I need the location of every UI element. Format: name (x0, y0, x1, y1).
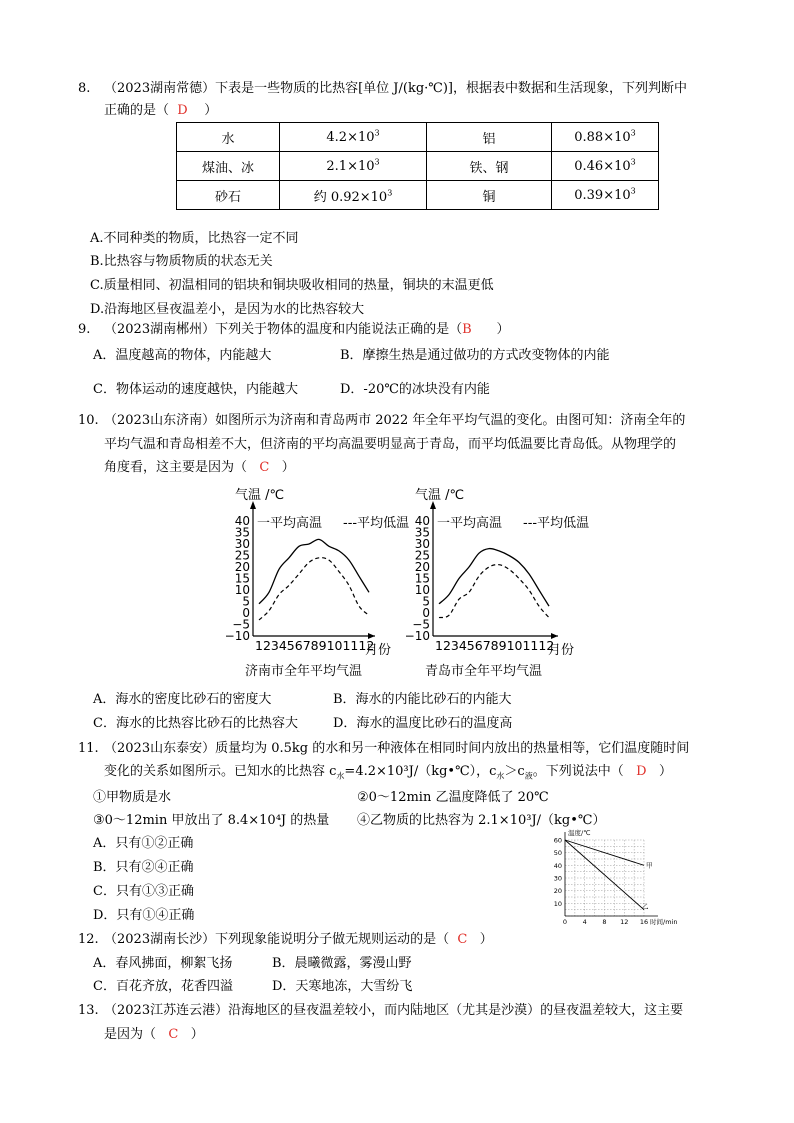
q9-option-a: A．温度越高的物体，内能越大 (93, 348, 272, 363)
table-cell: $0.39\times 10^3$ (552, 181, 659, 210)
series-low-line (439, 565, 549, 618)
q8-number: 8. (78, 81, 91, 96)
y-tick-label: −5 (412, 617, 430, 632)
q8-stem: （2023湖南常德）下表是一些物质的比热容[单位 J/(kg·℃)]，根据表中数据和生活现象，下列判断中 (104, 81, 687, 96)
q11-statement-3: ③0～12min 甲放出了 8.4×10⁴J 的热量 (93, 813, 330, 828)
y-tick-label: 0 (242, 606, 250, 620)
q11-statement-2: ②0～12min 乙温度降低了 20℃ (357, 790, 549, 805)
x-tick-labels: 123456789101112 (255, 638, 375, 653)
qingdao-temperature-chart (395, 483, 605, 683)
y-tick-label: 35 (234, 525, 250, 540)
q8-answer: D (177, 103, 188, 118)
y-tick-label: 15 (414, 571, 430, 586)
table-cell: 铝 (427, 123, 552, 152)
y-tick-label: −10 (224, 629, 250, 643)
y-tick-label: 5 (242, 594, 250, 609)
y-tick-label: 10 (414, 583, 430, 597)
q10-line3: 角度看，这主要是因为（ C ） (104, 460, 295, 475)
table-cell: 水 (177, 123, 280, 152)
table-cell: 铁、钢 (427, 152, 552, 181)
legend-low: ---平均低温 (343, 516, 410, 531)
y-axis-label: 温度/℃ (568, 829, 591, 837)
q13-line2: 是因为（ C ） (104, 1027, 204, 1042)
q8-option: C.质量相同、初温相同的铝块和铜块吸收相同的热量，铜块的末温更低 (90, 278, 494, 293)
q13-number: 13. (78, 1003, 99, 1018)
legend-high: 一平均高温 (257, 516, 323, 531)
chart-title: 济南市全年平均气温 (245, 664, 363, 679)
y-tick-label: −10 (404, 629, 430, 643)
y-tick-label: 10 (553, 899, 562, 908)
y-tick-label: 60 (553, 836, 562, 845)
q9-number: 9. (78, 322, 91, 337)
q10-number: 10. (78, 413, 99, 428)
q11-option-b: B．只有②④正确 (93, 860, 194, 875)
cooling-curve-chart (548, 828, 688, 930)
q11-answer: D (636, 764, 647, 779)
x-tick-label: 0 (562, 918, 568, 926)
q8-stem-line2: 正确的是（ D ） (104, 103, 218, 118)
q11-option-d: D．只有①④正确 (93, 908, 195, 923)
y-tick-label: 0 (422, 606, 430, 620)
q10-option-a: A．海水的密度比砂石的密度大 (93, 692, 272, 707)
y-tick-label: 10 (234, 583, 250, 597)
series-high-line (259, 539, 369, 603)
series-low-line (259, 558, 369, 620)
y-tick-label: −5 (232, 617, 250, 632)
y-tick-label: 15 (234, 571, 250, 586)
q8-option: D.沿海地区昼夜温差小，是因为水的比热容较大 (90, 302, 365, 317)
q9-option-d: D．-20℃的冰块没有内能 (340, 382, 490, 397)
q12-stem: （2023湖南长沙）下列现象能说明分子做无规则运动的是（ C ） (104, 932, 493, 947)
y-tick-label: 5 (422, 594, 430, 609)
x-tick-label: 12 (620, 918, 629, 926)
q9-stem: （2023湖南郴州）下列关于物体的温度和内能说法正确的是（B ） (104, 322, 510, 337)
q11-number: 11. (78, 741, 99, 756)
y-tick-label: 20 (414, 560, 430, 574)
y-axis-label: 气温 /℃ (235, 488, 285, 503)
q13-line1: （2023江苏连云港）沿海地区的昼夜温差较小，而内陆地区（尤其是沙漠）的昼夜温差较大，这主要 (104, 1003, 684, 1018)
table-cell: 铜 (427, 181, 552, 210)
x-tick-label: 8 (602, 918, 607, 926)
q11-option-a: A．只有①②正确 (93, 836, 194, 851)
y-tick-label: 50 (553, 849, 562, 858)
q9-answer: B (462, 322, 472, 337)
chart-title: 青岛市全年平均气温 (425, 664, 543, 679)
q11-line1: （2023山东泰安）质量均为 0.5kg 的水和另一种液体在相同时间内放出的热量相等，它们温度随时间 (104, 741, 690, 756)
y-tick-label: 25 (414, 548, 430, 563)
y-tick-label: 20 (553, 887, 562, 896)
x-axis-label: 月份 (548, 643, 575, 658)
q9-option-c: C．物体运动的速度越快，内能越大 (93, 382, 298, 397)
q11-statement-1: ①甲物质是水 (93, 790, 172, 805)
table-cell: $4.2\times 10^3$ (280, 123, 427, 152)
q11-line2: 变化的关系如图所示。已知水的比热容 $c_水=4.2\times 10^3J/(kg•℃)$，$c_水>c_液$。下列说法中（ D ） (104, 764, 672, 781)
q12-option-a: A．春风拂面，柳絮飞扬 (93, 956, 233, 971)
x-axis-label: 时间/min (650, 918, 678, 926)
q12-option-d: D．天寒地冻，大雪纷飞 (272, 979, 413, 994)
q11-option-c: C．只有①③正确 (93, 884, 194, 899)
legend-high: 一平均高温 (437, 516, 503, 531)
x-tick-labels: 123456789101112 (435, 638, 555, 653)
y-tick-label: 30 (414, 537, 430, 551)
specific-heat-table (176, 122, 659, 210)
y-tick-label: 40 (234, 514, 250, 528)
q10-option-d: D．海水的温度比砂石的温度高 (333, 716, 513, 731)
y-tick-label: 25 (234, 548, 250, 563)
q12-option-b: B．晨曦微露，雾漫山野 (272, 956, 412, 971)
q12-option-c: C．百花齐放，花香四溢 (93, 979, 233, 994)
table-row (177, 152, 659, 181)
table-cell: $0.46\times 10^3$ (552, 152, 659, 181)
q11-statement-4: ④乙物质的比热容为 2.1×10³J/（kg•℃） (357, 813, 606, 828)
y-tick-label: 40 (553, 861, 562, 870)
series-jia-label: 甲 (646, 861, 653, 870)
y-tick-label: 20 (234, 560, 250, 574)
table-cell: 约 $0.92\times 10^3$ (280, 181, 427, 210)
q9-option-b: B．摩擦生热是通过做功的方式改变物体的内能 (340, 348, 610, 363)
y-axis-label: 气温 /℃ (415, 488, 465, 503)
table-cell: 砂石 (177, 181, 280, 210)
jinan-temperature-chart (215, 483, 420, 683)
q13-answer: C (168, 1027, 179, 1042)
q10-answer: C (259, 460, 270, 475)
q12-number: 12. (78, 932, 99, 947)
y-tick-label: 30 (234, 537, 250, 551)
legend-low: ---平均低温 (523, 516, 590, 531)
q10-line1: （2023山东济南）如图所示为济南和青岛两市 2022 年全年平均气温的变化。由图可知：济南全年的 (104, 413, 686, 428)
q10-option-c: C．海水的比热容比砂石的比热容大 (93, 716, 298, 731)
q12-answer: C (457, 932, 468, 947)
table-row (177, 123, 659, 152)
x-tick-label: 16 (639, 918, 649, 926)
table-cell: $0.88\times 10^3$ (552, 123, 659, 152)
q10-option-b: B．海水的内能比砂石的内能大 (333, 692, 512, 707)
table-row (177, 181, 659, 210)
q8-option: B.比热容与物质物质的状态无关 (90, 254, 273, 269)
q10-line2: 平均气温和青岛相差不大，但济南的平均高温要明显高于青岛，而平均低温要比青岛低。从物理学的 (104, 437, 677, 452)
table-cell: 煤油、冰 (177, 152, 280, 181)
y-tick-label: 40 (414, 514, 430, 528)
x-tick-label: 4 (582, 918, 587, 926)
series-yi-label: 乙 (642, 902, 649, 911)
table-cell: $2.1\times 10^3$ (280, 152, 427, 181)
q8-option: A.不同种类的物质，比热容一定不同 (90, 231, 299, 246)
x-axis-label: 月份 (365, 643, 392, 658)
y-tick-label: 35 (414, 525, 430, 540)
series-high-line (439, 549, 549, 607)
y-tick-label: 30 (553, 874, 562, 883)
